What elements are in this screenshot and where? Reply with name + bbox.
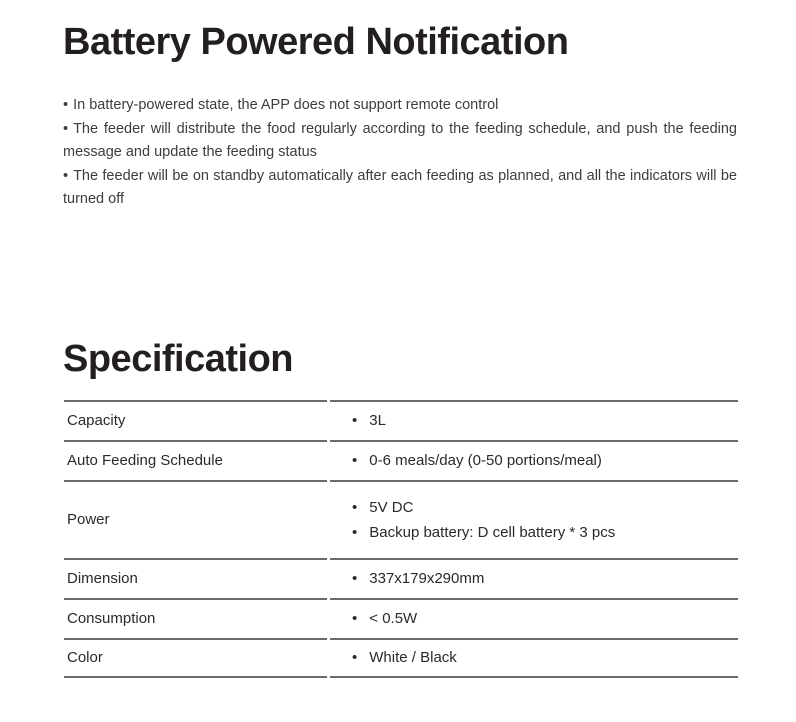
row-label-text: Power <box>67 511 110 528</box>
list-item-text: The feeder will be on standby automatically after each feeding as planned, and all the indicators will be turned off <box>63 167 737 207</box>
value-line <box>352 495 413 520</box>
bullet-marker: • <box>352 570 358 587</box>
row-label <box>64 598 327 638</box>
row-label-text: Color <box>67 649 103 666</box>
row-label-text: Dimension <box>67 570 138 587</box>
list-item <box>63 94 737 118</box>
row-value <box>330 400 738 440</box>
value-text: 3L <box>369 412 386 429</box>
list-item <box>63 165 737 212</box>
value-line <box>352 408 386 433</box>
bullet-marker: • <box>352 523 358 541</box>
bullet-marker: • <box>352 610 358 627</box>
value-text: 337x179x290mm <box>369 570 485 587</box>
value-line <box>352 566 484 591</box>
battery-section-title: Battery Powered Notification <box>63 21 569 63</box>
row-label <box>64 440 327 480</box>
table-row-dimension <box>64 558 738 598</box>
bullet-marker: • <box>352 452 358 469</box>
list-item <box>63 118 737 165</box>
bullet-marker: • <box>63 167 69 184</box>
row-label-text: Consumption <box>67 610 156 627</box>
value-text: < 0.5W <box>369 610 418 627</box>
table-row-color <box>64 638 738 678</box>
bullet-marker: • <box>352 412 358 429</box>
row-label-text: Auto Feeding Schedule <box>67 452 223 469</box>
value-line <box>352 606 417 631</box>
specification-section-title: Specification <box>63 337 293 380</box>
row-label <box>64 638 327 678</box>
value-line <box>352 645 457 670</box>
spec-table <box>64 400 738 678</box>
bullet-marker: • <box>352 649 358 666</box>
row-value <box>330 638 738 678</box>
table-row-capacity <box>64 400 738 440</box>
row-value <box>330 598 738 638</box>
value-text: 5V DC <box>369 498 414 516</box>
value-line <box>352 520 615 545</box>
row-label <box>64 400 327 440</box>
value-text: White / Black <box>369 649 457 666</box>
row-value <box>330 558 738 598</box>
row-label <box>64 558 327 598</box>
bullet-marker: • <box>63 120 69 137</box>
row-label <box>64 480 327 558</box>
value-line <box>352 448 602 473</box>
value-text: Backup battery: D cell battery * 3 pcs <box>369 523 616 541</box>
bullet-marker: • <box>352 498 358 516</box>
table-row-auto-feeding-schedule <box>64 440 738 480</box>
row-label-text: Capacity <box>67 412 126 429</box>
bullet-marker: • <box>63 97 69 113</box>
value-text: 0-6 meals/day (0-50 portions/meal) <box>369 452 602 469</box>
battery-notes-list <box>63 94 737 212</box>
list-item-text: The feeder will distribute the food regularly according to the feeding schedule, and push the feeding message and update the feeding status <box>63 120 737 160</box>
table-row-power <box>64 480 738 558</box>
row-value <box>330 440 738 480</box>
list-item-text: In battery-powered state, the APP does not support remote control <box>73 97 499 113</box>
table-row-consumption <box>64 598 738 638</box>
row-value <box>330 480 738 558</box>
